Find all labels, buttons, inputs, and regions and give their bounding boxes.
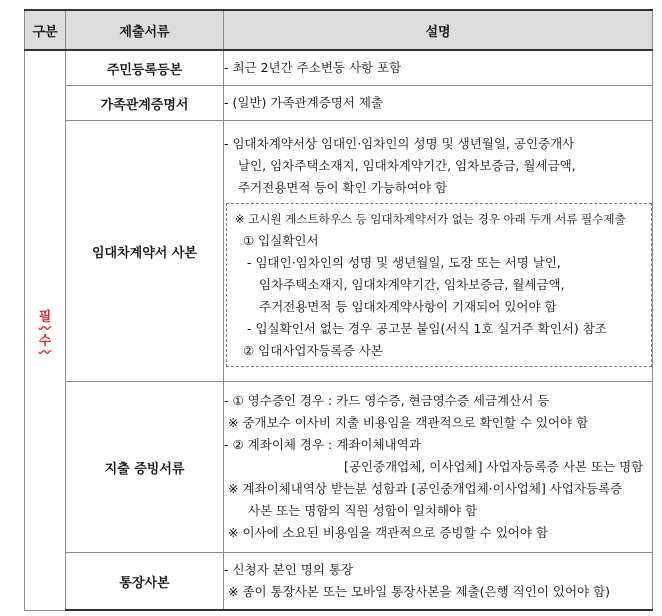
header-document: 제출서류 xyxy=(66,10,224,50)
desc-lease-contract: - 임대차계약서상 임대인·임차인의 성명 및 생년월일, 공인중개사 날인, 임차주택소재지, 임대차계약기간, 임차보증금, 월세금액, 주거전용면적 등이 확인 가능하여야 함 ※ 고시원 게스트하우스 등 임대차계약서가 없는 경우 아래 두개 서류 필수제출 ① 입실확인서 - 임대인·임차인의 성명 및 생년월일, 도장 또는 서명 날인, 임차주택소재지, 임대차계약기간, 임차보증금, 월세금액, 주거전용면적 등 임대차계약사항이 기재되어 있어야 함 - 입실확인서 없는 경우 공고문 붙임(서식 1호 실거주 확인서) 참조 ② 임대사업자등록증 사본 xyxy=(224,121,653,382)
desc-bankbook: - 신청자 본인 명의 통장 ※ 종이 통장사본 또는 모바일 통장사본을 제출(은행 직인이 있어야 함) xyxy=(224,553,653,611)
doc-family-relation: 가족관계증명서 xyxy=(66,86,224,121)
category-required: 필 수 xyxy=(25,50,66,610)
header-description: 설명 xyxy=(224,10,653,50)
doc-resident-registration: 주민등록등본 xyxy=(66,50,224,86)
table-row xyxy=(25,86,653,121)
doc-lease-contract: 임대차계약서 사본 xyxy=(66,121,224,382)
desc-resident-registration: - 최근 2년간 주소변동 사항 포함 xyxy=(224,50,653,86)
desc-family-relation: - (일반) 가족관계증명서 제출 xyxy=(224,86,653,121)
table-row xyxy=(25,382,653,553)
desc-expense-proof: - ① 영수증인 경우 : 카드 영수증, 현금영수증 세금계산서 등 ※ 중개보수 이사비 지출 비용임을 객관적으로 확인할 수 있어야 함 - ② 계좌이체 경우 : 계좌이체내역과 [공인중개업체, 이사업체] 사업자등록증 사본 또는 명함 ※ 계좌이체내역상 받는분 성함과 [공인중개업체·이사업체] 사업자등록증 사본 또는 명함의 직원 성함이 일치해야 함 ※ 이사에 소요된 비용임을 객관적으로 증빙할 수 있어야 함 xyxy=(224,382,653,553)
doc-bankbook: 통장사본 xyxy=(66,553,224,611)
table-header-row xyxy=(25,10,653,50)
lease-exception-note: ※ 고시원 게스트하우스 등 임대차계약서가 없는 경우 아래 두개 서류 필수제출 ① 입실확인서 - 임대인·임차인의 성명 및 생년월일, 도장 또는 서명 날인, 임차주택소재지, 임대차계약기간, 임차보증금, 월세금액, 주거전용면적 등 임대차계약사항이 기재되어 있어야 함 - 입실확인서 없는 경우 공고문 붙임(서식 1호 실거주 확인서) 참조 ② 임대사업자등록증 사본 xyxy=(226,203,652,367)
table-row xyxy=(25,50,653,86)
table-row xyxy=(25,553,653,611)
doc-expense-proof: 지출 증빙서류 xyxy=(66,382,224,553)
required-documents-table xyxy=(24,9,653,611)
header-category: 구분 xyxy=(25,10,66,50)
table-row xyxy=(25,121,653,382)
